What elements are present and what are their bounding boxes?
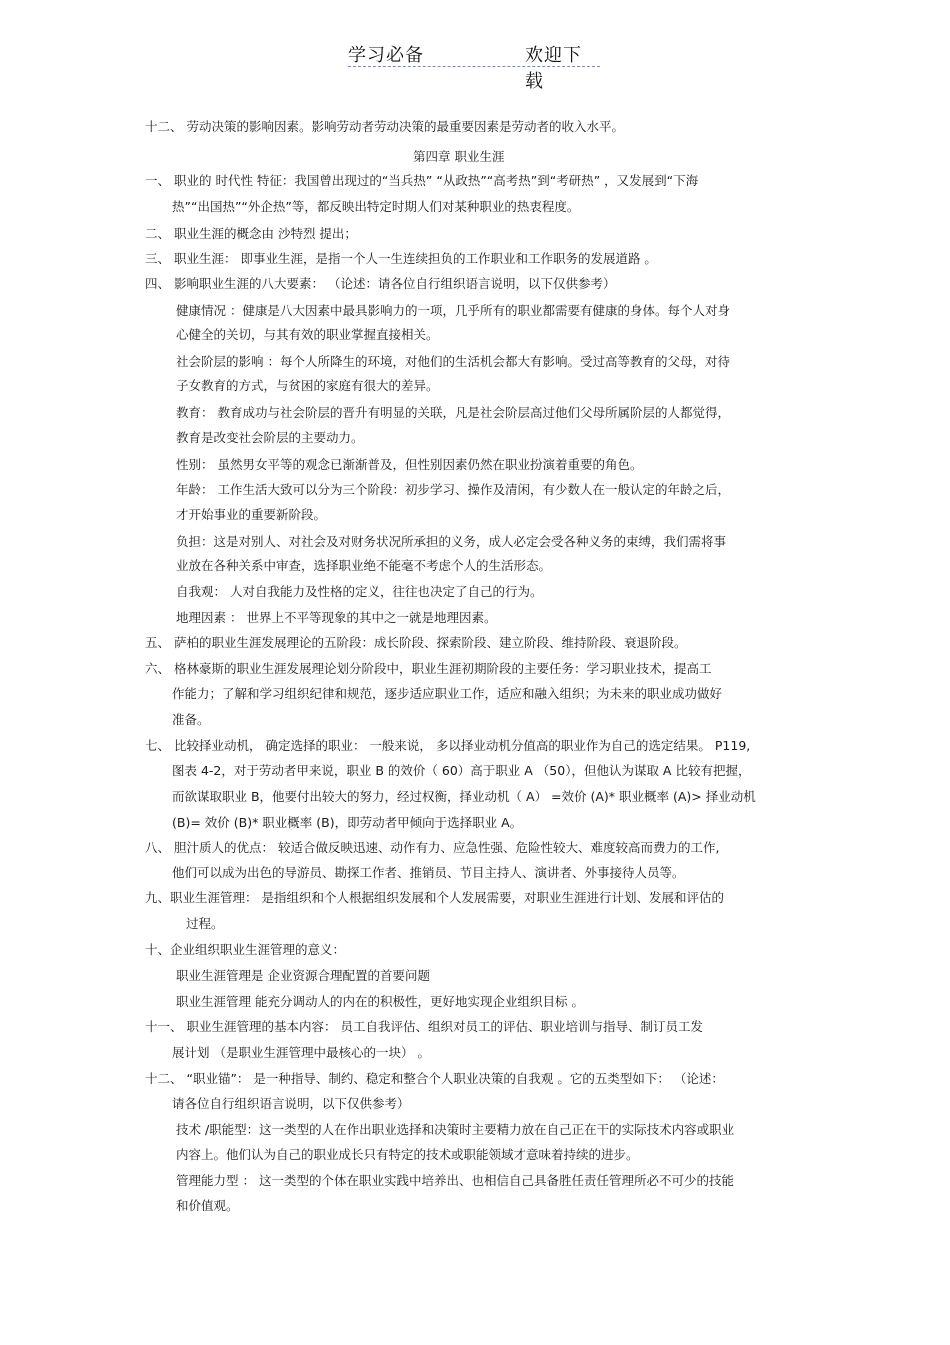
text-line: 九、职业生涯管理： 是指组织和个人根据组织发展和个人发展需要，对职业生涯进行计划、发展和评估的 [145,890,724,905]
text-line: 热”“出国热”“外企热”等，都反映出特定时期人们对某种职业的热衷程度。 [172,199,580,214]
text-line: 教育： 教育成功与社会阶层的晋升有明显的关联，凡是社会阶层高过他们父母所属阶层的人都觉得， [176,405,730,420]
text-line: 他们可以成为出色的导游员、勘探工作者、推销员、节目主持人、演讲者、外事接待人员等。 [172,865,685,880]
text-line: 负担：这是对别人、对社会及对财务状况所承担的义务，成人必定会受各种义务的束缚，我们需将事 [176,534,727,549]
text-line: 图表 4-2，对于劳动者甲来说，职业 B 的效价（ 60）高于职业 A （50），但他认为谋取 A 比较有把握， [172,763,751,778]
text-line: 十二、 “职业锚”： 是一种指导、制约、稳定和整合个人职业决策的自我观 。它的五类型如下： （论述： [145,1071,724,1086]
text-line: 才开始事业的重要新阶段。 [176,507,327,522]
text-line: 五、 萨柏的职业生涯发展理论的五阶段：成长阶段、探索阶段、建立阶段、维持阶段、衰退阶段。 [145,635,687,650]
text-line: 十一、 职业生涯管理的基本内容： 员工自我评估、组织对员工的评估、职业培训与指导、制订员工发 [145,1019,703,1034]
text-line: 教育是改变社会阶层的主要动力。 [176,430,364,445]
text-line: 职业生涯管理是 企业资源合理配置的首要问题 [176,968,430,983]
text-line: 和价值观。 [176,1198,239,1213]
text-line: 职业生涯管理 能充分调动人的内在的积极性，更好地实现企业组织目标 。 [176,994,584,1009]
text-line: 作能力；了解和学习组织纪律和规范，逐步适应职业工作，适应和融入组织；为未来的职业成功做好 [172,686,723,701]
text-line: 过程。 [186,916,224,931]
text-line: 请各位自行组织语言说明，以下仅供参考） [172,1096,410,1111]
text-line: 六、 格林豪斯的职业生涯发展理论划分阶段中，职业生涯初期阶段的主要任务：学习职业技术，提高工 [145,661,712,676]
text-line: 心健全的关切，与其有效的职业掌握直接相关。 [176,327,439,342]
text-line: 二、 职业生涯的概念由 沙特烈 提出； [145,226,357,241]
header-left-text: 学习必备 [348,45,424,66]
header-right-text: 欢迎下载 [525,45,582,92]
text-line: 展计划 （是职业生涯管理中最核心的一块） 。 [172,1045,430,1060]
text-line: 技术 /职能型：这一类型的人在作出职业选择和决策时主要精力放在自己正在干的实际技术内容或职业 [176,1122,735,1137]
text-line: 子女教育的方式，与贫困的家庭有很大的差异。 [176,378,439,393]
text-line: 自我观： 人对自我能力及性格的定义，往往也决定了自己的行为。 [176,584,543,599]
text-line: 性别： 虽然男女平等的观念已渐渐普及，但性别因素仍然在职业扮演着重要的角色。 [176,457,643,472]
text-line: 三、 职业生涯： 即事业生涯，是指一个人一生连续担负的工作职业和工作职务的发展道路 。 [145,251,657,266]
text-line: 年龄： 工作生活大致可以分为三个阶段：初步学习、操作及清闲，有少数人在一般认定的年龄之后， [176,482,730,497]
text-line: 管理能力型 ： 这一类型的个体在职业实践中培养出、也相信自己具备胜任责任管理所必不可少的技能 [176,1173,734,1188]
text-line: 七、 比较择业动机， 确定选择的职业： 一般来说， 多以择业动机分值高的职业作为自己的选定结果。 P119, [145,738,751,753]
text-line: 十二、 劳动决策的影响因素。影响劳动者劳动决策的最重要因素是劳动者的收入水平。 [145,119,624,134]
text-line: 业放在各种关系中审查，选择职业绝不能毫不考虑个人的生活形态。 [176,558,552,573]
text-line: 而欲谋取职业 B，他要付出较大的努力，经过权衡，择业动机（ A） =效价 (A)* 职业概率 (A)> 择业动机 [172,789,756,804]
text-line: 健康情况 ：健康是八大因素中最具影响力的一项，几乎所有的职业都需要有健康的身体。每个人对身 [176,303,730,318]
page-header [348,38,600,92]
text-line: 四、 影响职业生涯的八大要素： （论述：请各位自行组织语言说明，以下仅供参考） [145,276,616,291]
text-line: 社会阶层的影响 ：每个人所降生的环境，对他们的生活机会都大有影响。受过高等教育的父母，对待 [176,354,730,369]
chapter-title: 第四章 职业生涯 [413,149,505,164]
text-line: 一、 职业的 时代性 特征：我国曾出现过的“当兵热” “从政热”“高考热”到“考研热” ，又发展到“下海 [145,173,699,188]
text-line: 准备。 [172,712,210,727]
text-line: 内容上。他们认为自己的职业成长只有特定的技术或职能领域才意味着持续的进步。 [176,1147,639,1162]
text-line: 地理因素 ： 世界上不平等现象的其中之一就是地理因素。 [176,610,497,625]
text-line: 八、 胆汁质人的优点： 较适合做反映迅速、动作有力、应急性强、危险性较大、难度较高而费力的工作, [145,840,720,855]
text-line: 十、企业组织职业生涯管理的意义： [145,942,346,957]
text-line: (B)= 效价 (B)* 职业概率 (B)，即劳动者甲倾向于选择职业 A。 [172,815,523,830]
